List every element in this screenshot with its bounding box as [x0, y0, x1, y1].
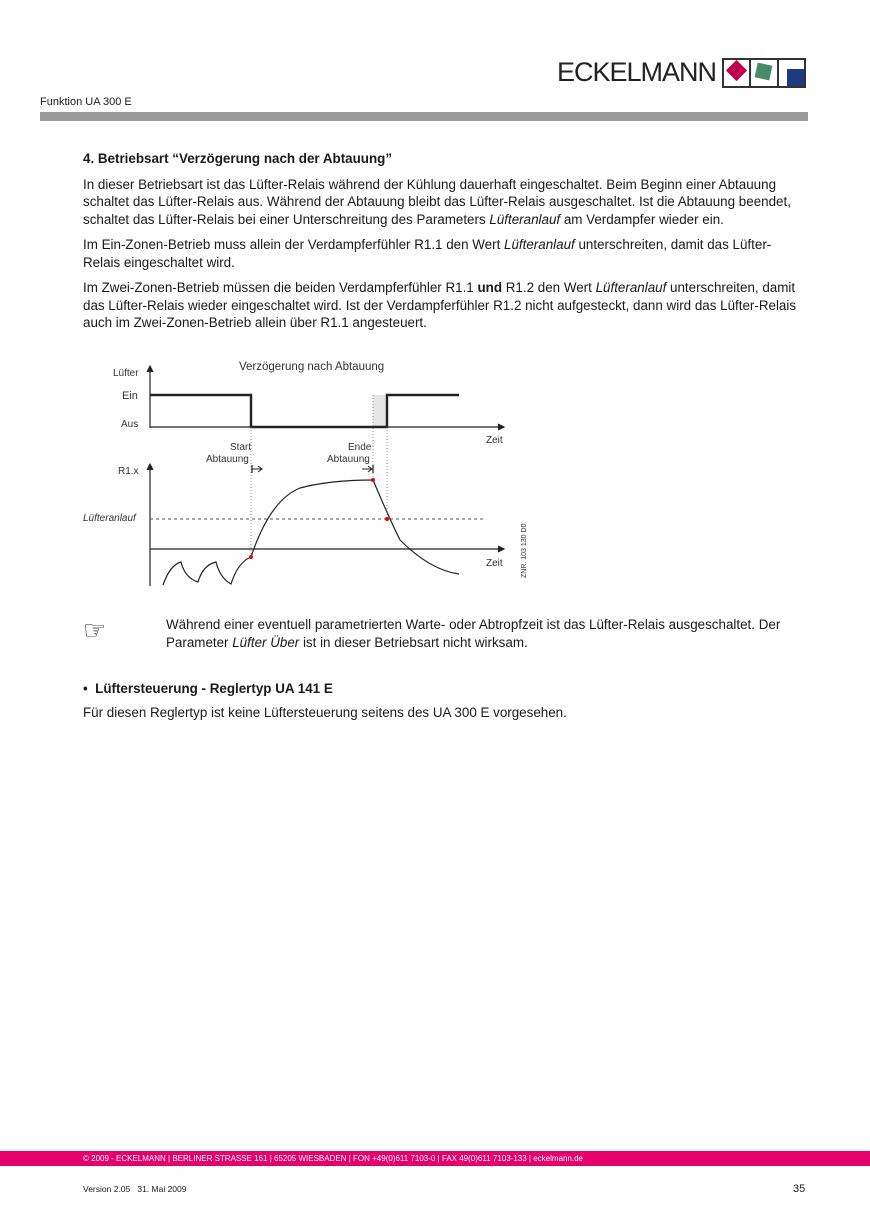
- header-title: Funktion UA 300 E: [40, 96, 132, 108]
- threshold-label: Lüfteranlauf: [83, 513, 136, 524]
- section-heading: 4. Betriebsart “Verzögerung nach der Abtauung”: [83, 151, 393, 166]
- y-label-r1x: R1.x: [118, 466, 139, 477]
- level-ein: Ein: [122, 390, 138, 402]
- label-start: Start: [230, 442, 252, 453]
- level-aus: Aus: [121, 419, 139, 430]
- paragraph-3: Im Zwei-Zonen-Betrieb müssen die beiden Verdampferfühler R1.1 und R1.2 den Wert Lüfteranlauf unterschreiten, damit das Lüfter-Relais wieder eingeschaltet wird. Ist der Verdampferfühler R1.2 nicht aufgesteckt, dann wird das Lüfter-Relais auch im Zwei-Zonen-Betrieb allein über R1.1 angesteuert.: [83, 280, 797, 330]
- footer-bar: © 2009 - ECKELMANN | BERLINER STRASSE 161 | 65205 WIESBADEN | FON +49(0)611 7103-0 | FAX 49(0)611 7103-133 | eckelmann.de: [0, 1151, 870, 1166]
- bullet-text: Für diesen Reglertyp ist keine Lüftersteuerung seitens des UA 300 E vorgesehen.: [83, 704, 567, 720]
- label-end: Ende: [348, 442, 372, 453]
- fan-timing-diagram: [0, 0, 870, 600]
- x-label-time-2: Zeit: [486, 558, 503, 569]
- bullet-heading: • Lüftersteuerung - Reglertyp UA 141 E: [83, 681, 333, 696]
- page-number: 35: [793, 1183, 806, 1195]
- paragraph-2: Im Ein-Zonen-Betrieb muss allein der Verdampferfühler R1.1 den Wert Lüfteranlauf unterschreiten, damit das Lüfter-Relais eingeschaltet wird.: [83, 237, 772, 270]
- diagram-title: Verzögerung nach Abtauung: [239, 361, 385, 373]
- paragraph-1: In dieser Betriebsart ist das Lüfter-Relais während der Kühlung dauerhaft eingeschaltet. Beim Beginn einer Abtauung schaltet das Lüfter-Relais aus. Während der Abtauung bleibt das Lüfter-Relais ausgeschaltet. Ist die Abtauung beendet, schaltet das Lüfter-Relais bei einer Unterschreitung des Parameters Lüfteranlauf am Verdampfer wieder ein.: [83, 176, 791, 227]
- drawing-ref: ZNR. 103 130 D0: [521, 523, 528, 578]
- label-start-2: Abtauung: [206, 454, 249, 465]
- logo-text: ECKELMANN: [557, 57, 717, 87]
- y-label-fan: Lüfter: [113, 368, 139, 379]
- x-label-time-1: Zeit: [486, 435, 503, 446]
- note-text: Während einer eventuell parametrierten Warte- oder Abtropfzeit ist das Lüfter-Relais ausgeschaltet. Der Parameter Lüfter Über ist in dieser Betriebsart nicht wirksam.: [166, 617, 781, 650]
- bullet-section: [83, 680, 803, 721]
- label-end-2: Abtauung: [327, 454, 370, 465]
- version-date: Version 2.05 31. Mai 2009: [83, 1184, 187, 1194]
- pointing-hand-icon: ☞: [83, 615, 107, 645]
